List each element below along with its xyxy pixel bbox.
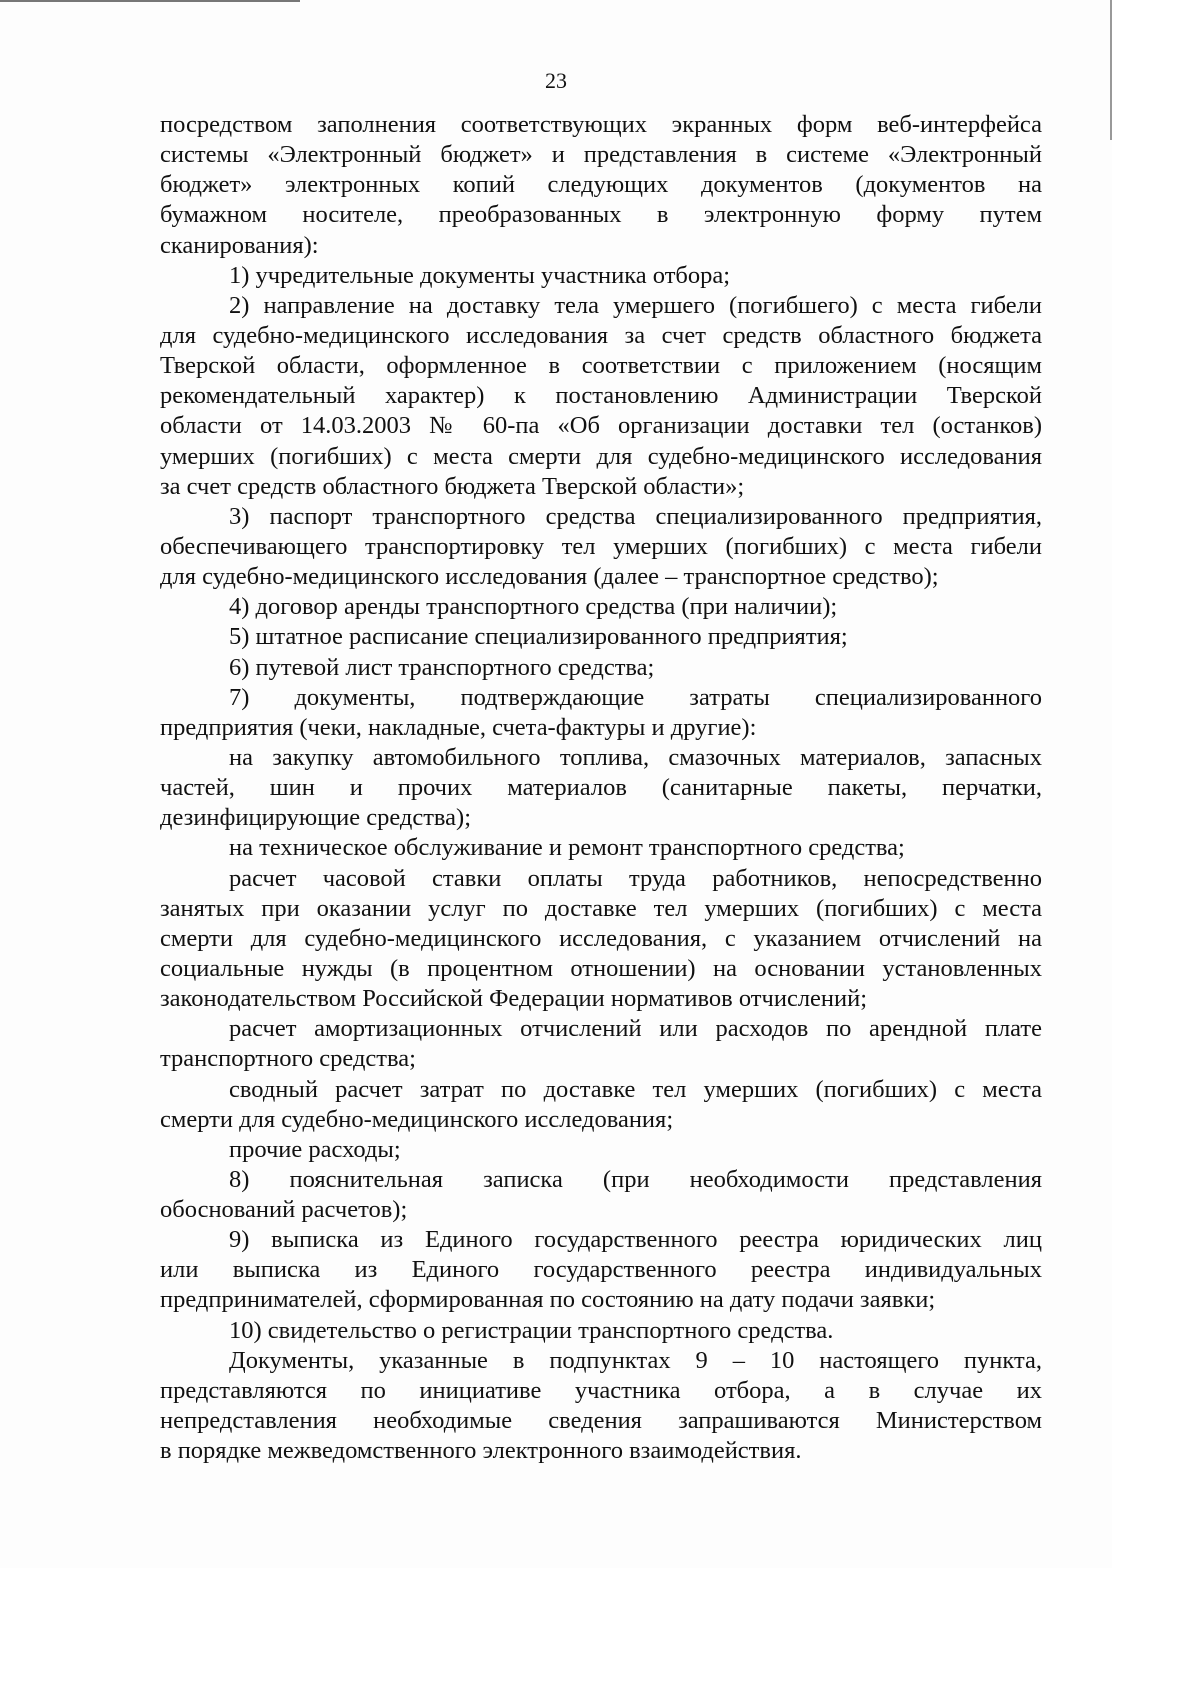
text-line: представляются по инициативе участника отбора, а в случае их	[160, 1376, 1042, 1404]
text-line: обоснований расчетов);	[160, 1196, 408, 1224]
text-line: 4) договор аренды транспортного средства (при наличии);	[229, 593, 838, 621]
text-line: для судебно-медицинского исследования (далее – транспортное средство);	[160, 563, 939, 591]
text-line: сводный расчет затрат по доставке тел умерших (погибших) с места	[229, 1075, 1042, 1103]
text-line: частей, шин и прочих материалов (санитарные пакеты, перчатки,	[160, 774, 1042, 802]
text-line: 8) пояснительная записка (при необходимости представления	[229, 1165, 1042, 1193]
text-line: сканирования):	[160, 231, 319, 259]
text-line: посредством заполнения соответствующих экранных форм веб-интерфейса	[160, 111, 1042, 138]
text-line: за счет средств областного бюджета Тверской области»;	[160, 472, 745, 500]
text-line: занятых при оказании услуг по доставке тел умерших (погибших) с места	[160, 894, 1042, 922]
text-line: смерти для судебно-медицинского исследования;	[160, 1105, 674, 1133]
text-line: 5) штатное расписание специализированного предприятия;	[229, 623, 848, 651]
text-line: или выписка из Единого государственного реестра индивидуальных	[160, 1256, 1042, 1284]
text-line: социальные нужды (в процентном отношении) на основании установленных	[160, 954, 1042, 982]
text-line: обеспечивающего транспортировку тел умерших (погибших) с места гибели	[160, 532, 1042, 560]
text-line: рекомендательный характер) к постановлению Администрации Тверской	[160, 382, 1042, 410]
text-line: Тверской области, оформленное в соответствии с приложением (носящим	[160, 352, 1042, 380]
text-line: 2) направление на доставку тела умершего (погибшего) с места гибели	[229, 291, 1042, 319]
text-line: непредставления необходимые сведения запрашиваются Министерством	[160, 1407, 1042, 1435]
text-line: 3) паспорт транспортного средства специализированного предприятия,	[229, 502, 1042, 530]
text-line: расчет амортизационных отчислений или расходов по арендной плате	[229, 1015, 1042, 1043]
text-line: 1) учредительные документы участника отбора;	[229, 261, 731, 289]
text-line: транспортного средства;	[160, 1045, 416, 1073]
text-line: прочие расходы;	[229, 1135, 401, 1163]
text-line: 7) документы, подтверждающие затраты специализированного	[229, 683, 1042, 711]
text-line: на закупку автомобильного топлива, смазочных материалов, запасных	[229, 743, 1042, 771]
text-line: законодательством Российской Федерации нормативов отчислений;	[160, 985, 868, 1013]
text-line: 6) путевой лист транспортного средства;	[229, 653, 655, 681]
text-line: системы «Электронный бюджет» и представления в системе «Электронный	[160, 141, 1042, 169]
text-line: 10) свидетельство о регистрации транспортного средства.	[229, 1316, 834, 1344]
text-line: расчет часовой ставки оплаты труда работников, непосредственно	[229, 864, 1042, 892]
text-line: предпринимателей, сформированная по состоянию на дату подачи заявки;	[160, 1286, 936, 1314]
text-line: для судебно-медицинского исследования за счет средств областного бюджета	[160, 321, 1042, 349]
text-line: в порядке межведомственного электронного взаимодействия.	[160, 1437, 802, 1465]
body-text	[160, 110, 1042, 1466]
text-line: бумажном носителе, преобразованных в электронную форму путем	[160, 201, 1042, 229]
text-line: Документы, указанные в подпунктах 9 – 10 настоящего пункта,	[229, 1346, 1042, 1374]
text-line: дезинфицирующие средства);	[160, 804, 472, 832]
text-line: области от 14.03.2003 № 60-па «Об организации доставки тел (останков)	[160, 412, 1042, 440]
text-line: умерших (погибших) с места смерти для судебно-медицинского исследования	[160, 442, 1042, 470]
page-number: 23	[545, 68, 567, 93]
text-line: бюджет» электронных копий следующих документов (документов на	[160, 171, 1042, 199]
text-line: предприятия (чеки, накладные, счета-фактуры и другие):	[160, 713, 757, 741]
scan-edge	[0, 0, 300, 2]
text-line: смерти для судебно-медицинского исследования, с указанием отчислений на	[160, 924, 1042, 952]
text-line: 9) выписка из Единого государственного реестра юридических лиц	[229, 1226, 1042, 1254]
text-line: на техническое обслуживание и ремонт транспортного средства;	[229, 834, 905, 862]
